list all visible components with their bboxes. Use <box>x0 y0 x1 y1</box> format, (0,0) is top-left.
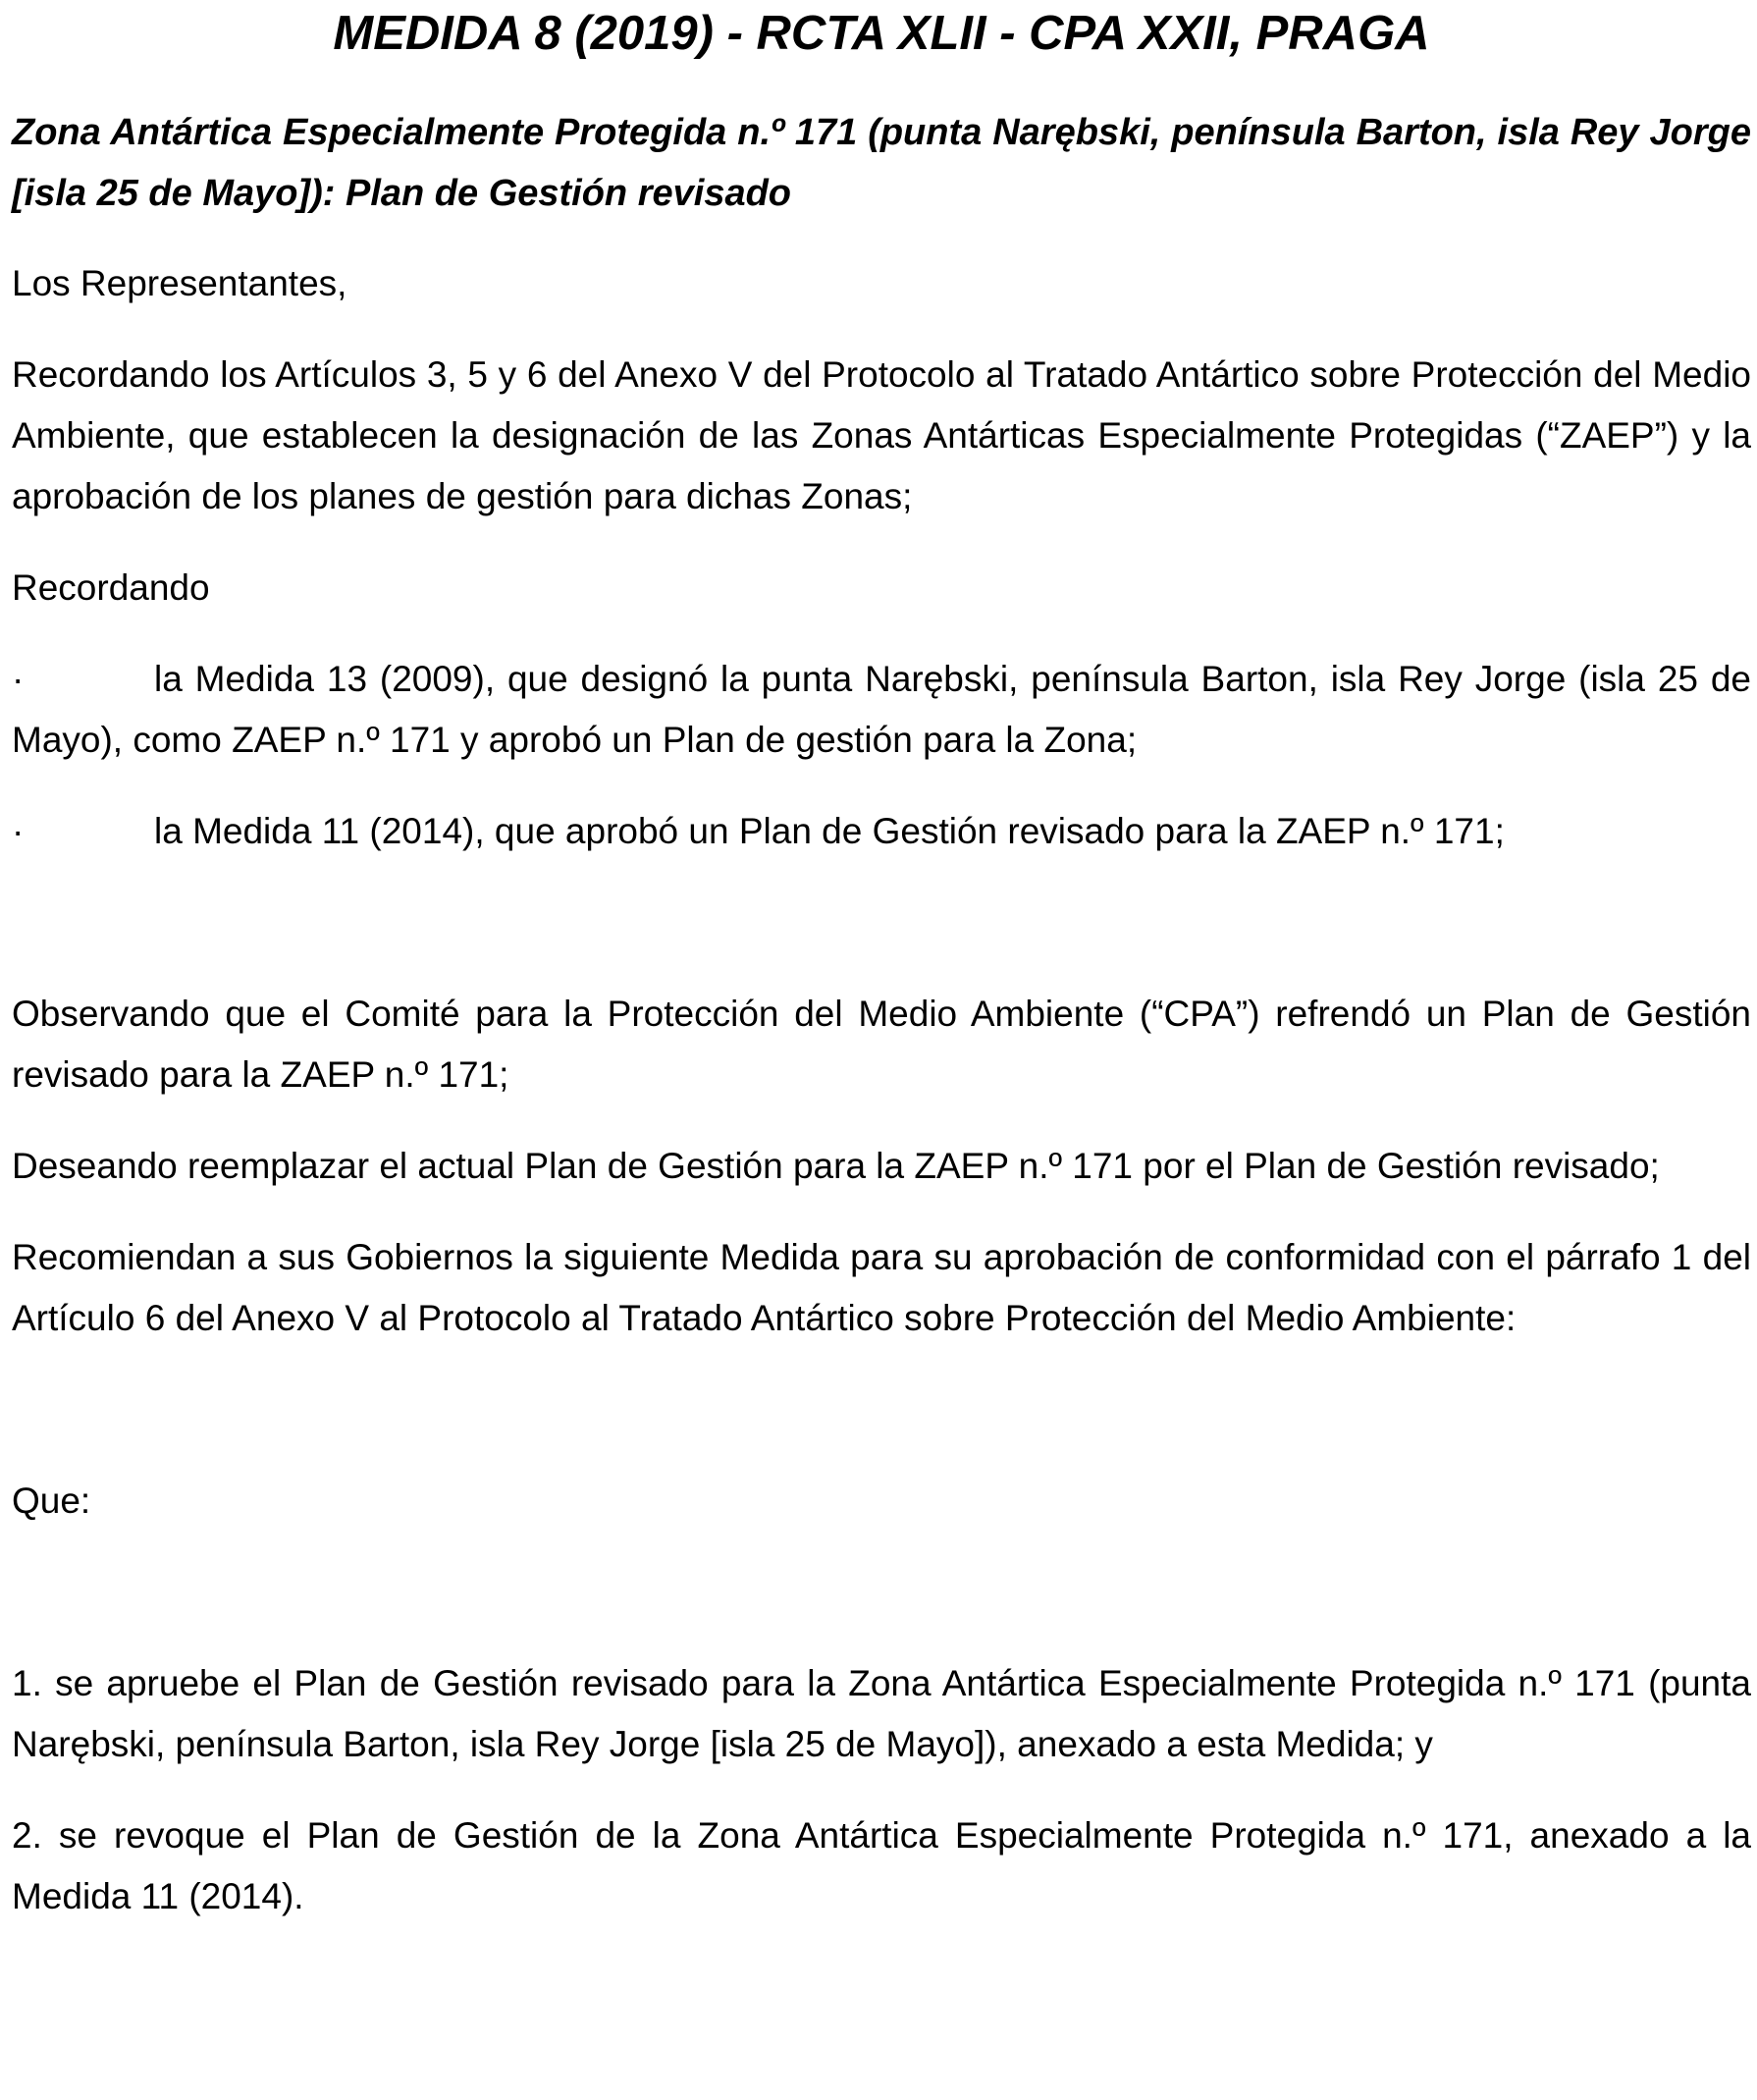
recalling-articles-paragraph: Recordando los Artículos 3, 5 y 6 del Anexo V del Protocolo al Tratado Antártico sobre Protección del Medio Ambiente, que establecen la designación de las Zonas Antárticas Especialmente Protegidas (“ZAEP”) y la aprobación de los planes de gestión para dichas Zonas; <box>12 354 1751 516</box>
document-title: MEDIDA 8 (2019) - RCTA XLII - CPA XXII, PRAGA <box>333 7 1430 60</box>
operative-item: 1. se apruebe el Plan de Gestión revisado para la Zona Antártica Especialmente Protegida n.º 171 (punta Narębski, península Barton, isla Rey Jorge [isla 25 de Mayo]), anexado a esta Medida; y <box>12 1663 1751 1764</box>
document-subtitle: Zona Antártica Especialmente Protegida n.º 171 (punta Narębski, península Barton, isla Rey Jorge [isla 25 de Mayo]): Plan de Gestión revisado <box>12 112 1751 214</box>
list-item <box>12 801 1751 862</box>
representatives-paragraph: Los Representantes, <box>12 263 347 303</box>
operative-item: 2. se revoque el Plan de Gestión de la Zona Antártica Especialmente Protegida n.º 171, anexado a la Medida 11 (2014). <box>12 1815 1751 1916</box>
bullet-text: la Medida 13 (2009), que designó la punta Narębski, península Barton, isla Rey Jorge (isla 25 de Mayo), como ZAEP n.º 171 y aprobó un Plan de gestión para la Zona; <box>12 659 1751 760</box>
document-page <box>12 0 1751 1927</box>
recalling-paragraph: Recordando <box>12 567 210 608</box>
bullet-icon: · <box>12 811 25 851</box>
list-item <box>12 649 1751 771</box>
noting-paragraph: Observando que el Comité para la Protección del Medio Ambiente (“CPA”) refrendó un Plan de Gestión revisado para la ZAEP n.º 171; <box>12 994 1751 1095</box>
bullet-text: la Medida 11 (2014), que aprobó un Plan de Gestión revisado para la ZAEP n.º 171; <box>154 811 1505 851</box>
desiring-paragraph: Deseando reemplazar el actual Plan de Gestión para la ZAEP n.º 171 por el Plan de Gestión revisado; <box>12 1146 1660 1186</box>
bullet-icon: · <box>12 659 25 699</box>
recommend-paragraph: Recomiendan a sus Gobiernos la siguiente Medida para su aprobación de conformidad con el párrafo 1 del Artículo 6 del Anexo V al Protocolo al Tratado Antártico sobre Protección del Medio Ambiente: <box>12 1237 1751 1338</box>
that-paragraph: Que: <box>12 1481 91 1521</box>
